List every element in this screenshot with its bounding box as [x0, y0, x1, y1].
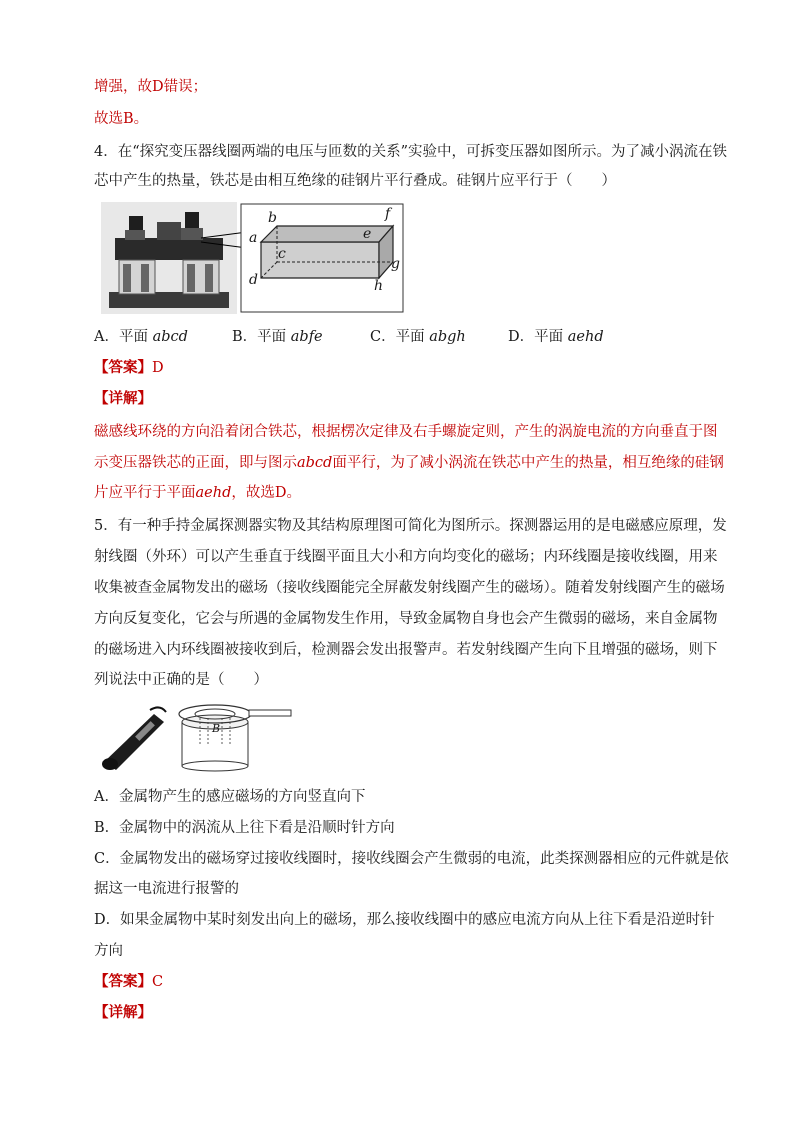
- q4-answer: 【答案】D: [94, 359, 164, 376]
- q4-option-a: A．平面 abcd: [94, 329, 188, 345]
- q4-option-b: B．平面 abfe: [232, 329, 323, 345]
- q5-stem-line-3: 收集被查金属物发出的磁场（接收线圈能完全屏蔽发射线圈产生的磁场）。随着发射线圈产生的磁场: [94, 580, 725, 596]
- q4-detail-tag: 【详解】: [94, 390, 152, 407]
- q5-option-c-line-2: 据这一电流进行报警的: [94, 881, 239, 897]
- q5-stem-line-4: 方向反复变化，它会与所遇的金属物发生作用，导致金属物自身也会产生微弱的磁场，来自金属物: [94, 611, 718, 627]
- q5-option-c-line-1: C．金属物发出的磁场穿过接收线圈时，接收线圈会产生微弱的电流，此类探测器相应的元件就是依: [94, 851, 729, 867]
- q4-option-c: C．平面 abgh: [370, 329, 466, 345]
- q4-options-row: [94, 327, 734, 347]
- q4-transformer-figure: [101, 202, 405, 314]
- label-h: h: [374, 278, 384, 294]
- coil-diagram: [179, 705, 291, 771]
- label-b: b: [268, 210, 277, 226]
- label-a: a: [249, 230, 258, 246]
- q4-stem-line-2: 芯中产生的热量，铁芯是由相互绝缘的硅钢片平行叠成。硅钢片应平行于（ ）: [94, 173, 616, 189]
- carryover-line-1: 增强，故D错误；: [94, 79, 208, 95]
- label-b-field: B: [212, 722, 221, 735]
- q5-detector-figure: [94, 700, 294, 772]
- q5-detail-tag: 【详解】: [94, 1004, 152, 1021]
- label-e: e: [363, 226, 372, 242]
- q5-stem-line-2: 射线圈（外环）可以产生垂直于线圈平面且大小和方向均变化的磁场；内环线圈是接收线圈，用来: [94, 549, 718, 565]
- q4-detail-line-3: 片应平行于平面aehd，故选D。: [94, 485, 301, 501]
- q5-stem-line-5: 的磁场进入内环线圈被接收到后，检测器会发出报警声。若发射线圈产生向下且增强的磁场，则下: [94, 642, 718, 658]
- q5-option-d-line-1: D．如果金属物中某时刻发出向上的磁场，那么接收线圈中的感应电流方向从上往下看是沿逆时针: [94, 912, 715, 928]
- label-f: f: [385, 206, 391, 222]
- handheld-detector: [102, 707, 166, 770]
- label-g: g: [391, 256, 400, 272]
- q5-answer: 【答案】C: [94, 973, 164, 990]
- q5-option-a: A．金属物产生的感应磁场的方向竖直向下: [94, 789, 366, 805]
- q4-detail-line-1: 磁感线环绕的方向沿着闭合铁芯，根据楞次定律及右手螺旋定则，产生的涡旋电流的方向垂直于图: [94, 424, 718, 440]
- q5-figure-svg: [94, 700, 294, 772]
- q4-option-d: D．平面 aehd: [508, 329, 604, 345]
- q5-stem-line-1: 5．有一种手持金属探测器实物及其结构原理图可简化为图所示。探测器运用的是电磁感应原理，发: [94, 518, 727, 534]
- q5-stem-line-6: 列说法中正确的是（ ）: [94, 672, 268, 688]
- q5-option-b: B．金属物中的涡流从上往下看是沿顺时针方向: [94, 820, 395, 836]
- q4-detail-line-2: 示变压器铁芯的正面，即与图示abcd面平行，为了减小涡流在铁芯中产生的热量，相互绝缘的硅钢: [94, 455, 724, 471]
- label-c: c: [278, 246, 286, 262]
- q4-figure-svg: [101, 202, 405, 314]
- q4-stem-line-1: 4．在“探究变压器线圈两端的电压与匝数的关系”实验中，可拆变压器如图所示。为了减小涡流在铁: [94, 144, 728, 160]
- label-d: d: [249, 272, 258, 288]
- carryover-line-2: 故选B。: [94, 111, 149, 127]
- q5-option-d-line-2: 方向: [94, 943, 123, 959]
